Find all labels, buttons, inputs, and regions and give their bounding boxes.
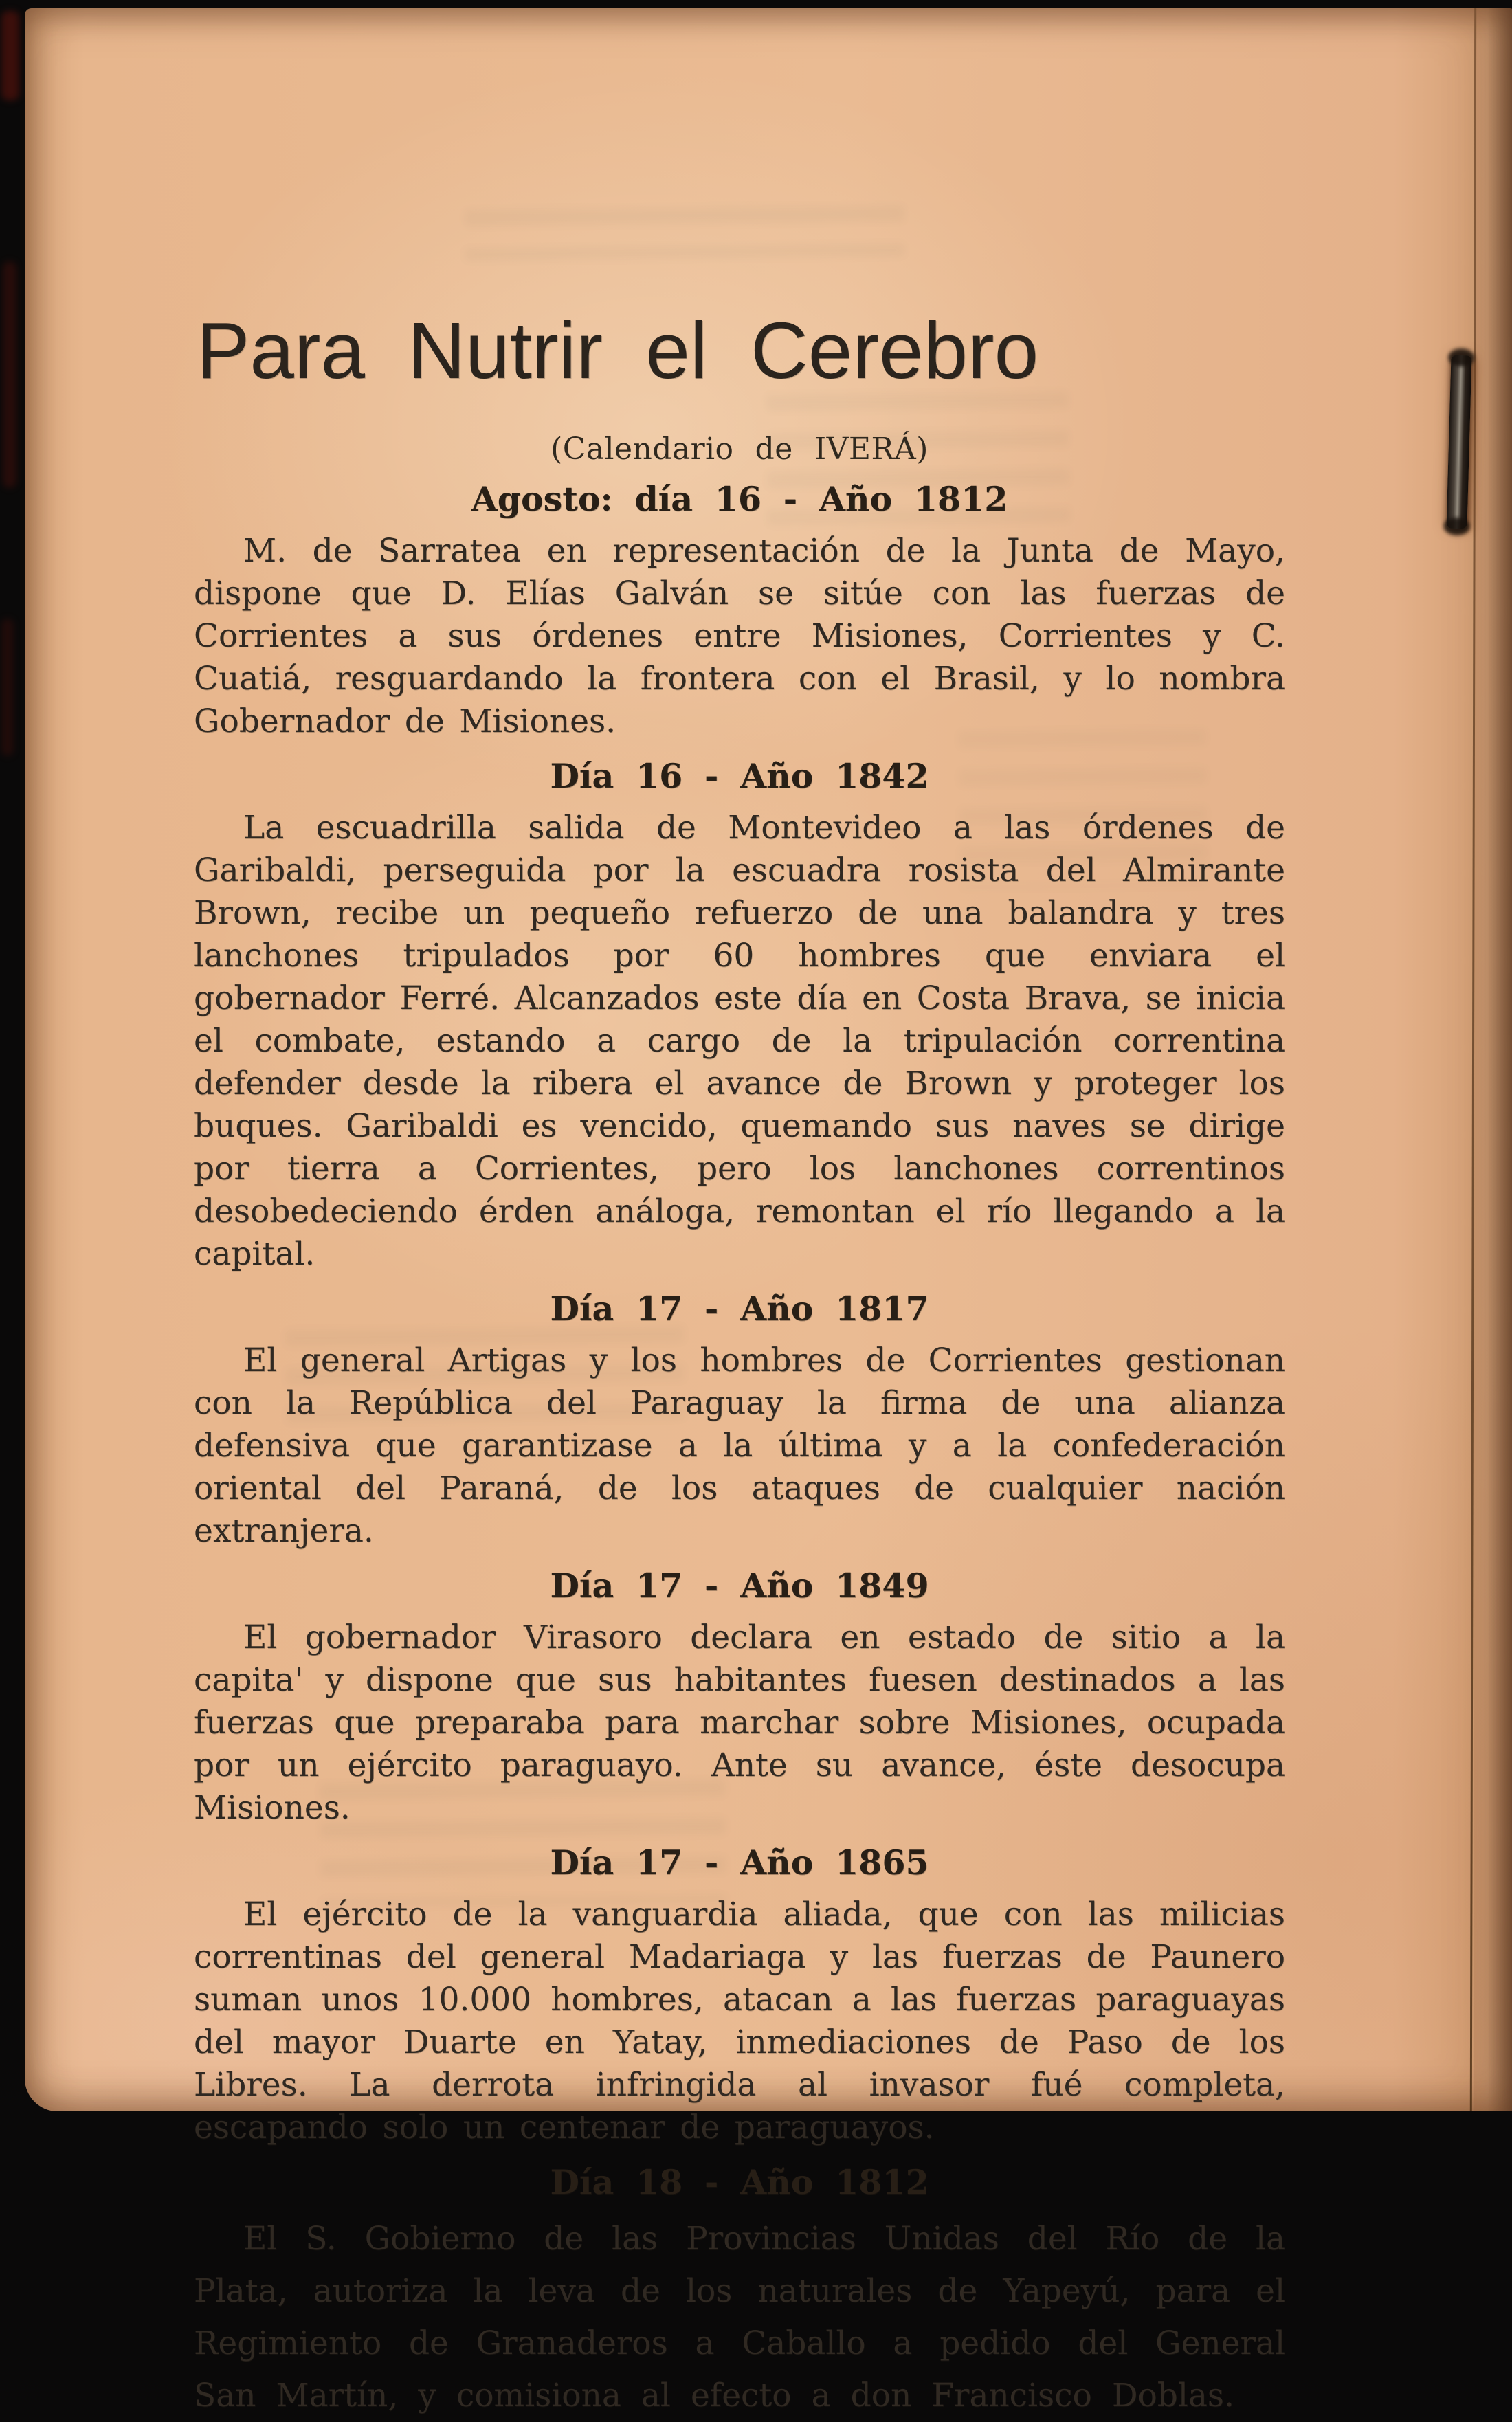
section-body: M. de Sarratea en representación de la Junta de Mayo, dispone que D. Elías Galván se sitúe con las fuerzas de Corrientes a sus órdenes entre Misiones, Corrientes y C. Cuatiá, resguardando la frontera con el Brasil, y lo nombra Gobernador de Misiones. — [194, 532, 1285, 741]
section-dia16-1842 — [194, 758, 1285, 1276]
page-subtitle: (Calendario de IVERÁ) — [551, 431, 929, 467]
section-agosto-dia16-1812 — [194, 481, 1285, 743]
section-heading: Día 18 - Año 1812 — [550, 2162, 929, 2202]
scan-border-smudge — [3, 261, 16, 488]
section-body: El general Artigas y los hombres de Corrientes gestionan con la República del Paraguay la firma de una alianza defensiva que garantizase a la última y a la confederación oriental del Paraná, de los ataques de cualquier nación extranjera. — [194, 1341, 1285, 1550]
section-heading: Día 17 - Año 1865 — [550, 1842, 929, 1882]
section-dia17-1849 — [194, 1565, 1285, 1830]
section-heading: Día 16 - Año 1842 — [550, 756, 929, 797]
section-body: El ejército de la vanguardia aliada, que con las milicias correntinas del general Madariaga y las fuerzas de Paunero suman unos 10.000 hombres, atacan a las fuerzas paraguayas del mayor Duarte en Yatay, inmediaciones de Paso de los Libres. La derrota infringida al invasor fué completa, escapando solo un centenar de paraguayos. — [194, 1895, 1285, 2146]
book-page — [25, 8, 1512, 2414]
section-body: El gobernador Virasoro declara en estado de sitio a la capita' y dispone que sus habitantes fuesen destinados a las fuerzas que preparaba para marchar sobre Misiones, ocupada por un ejército paraguayo. Ante su avance, éste desocupa Misiones. — [194, 1618, 1285, 1827]
section-dia17-1865 — [194, 1842, 1285, 2149]
section-heading: Día 17 - Año 1817 — [550, 1289, 929, 1329]
section-heading: Agosto: día 16 - Año 1812 — [471, 479, 1008, 520]
scan-border-smudge — [1, 11, 19, 100]
section-heading: Día 17 - Año 1849 — [550, 1565, 929, 1606]
page-content — [194, 8, 1285, 2422]
page-title: Para Nutrir el Cerebro — [197, 306, 1039, 395]
page-edge-shadow — [1474, 8, 1512, 2111]
section-body: El S. Gobierno de las Provincias Unidas del Río de la Plata, autoriza la leva de los naturales de Yapeyú, para el Regimiento de Granaderos a Caballo a pedido del General San Martín, y comisiona al efecto a don Francisco Doblas. — [194, 2219, 1285, 2414]
section-dia17-1817 — [194, 1291, 1285, 1553]
scan-border-smudge — [1, 619, 14, 756]
section-body: La escuadrilla salida de Montevideo a las órdenes de Garibaldi, perseguida por la escuadra rosista del Almirante Brown, recibe un pequeño refuerzo de una balandra y tres lanchones tripulados por 60 hombres que enviara el gobernador Ferré. Alcanzados este día en Costa Brava, se inicia el combate, estando a cargo de la tripulación correntina defender desde la ribera el avance de Brown y proteger los buques. Garibaldi es vencido, quemando sus naves se dirige por tierra a Corrientes, pero los lanchones correntinos desobedeciendo érden análoga, remontan el río llegando a la capital. — [194, 809, 1285, 1273]
staple — [1446, 355, 1471, 529]
section-dia18-1812 — [194, 2164, 1285, 2422]
